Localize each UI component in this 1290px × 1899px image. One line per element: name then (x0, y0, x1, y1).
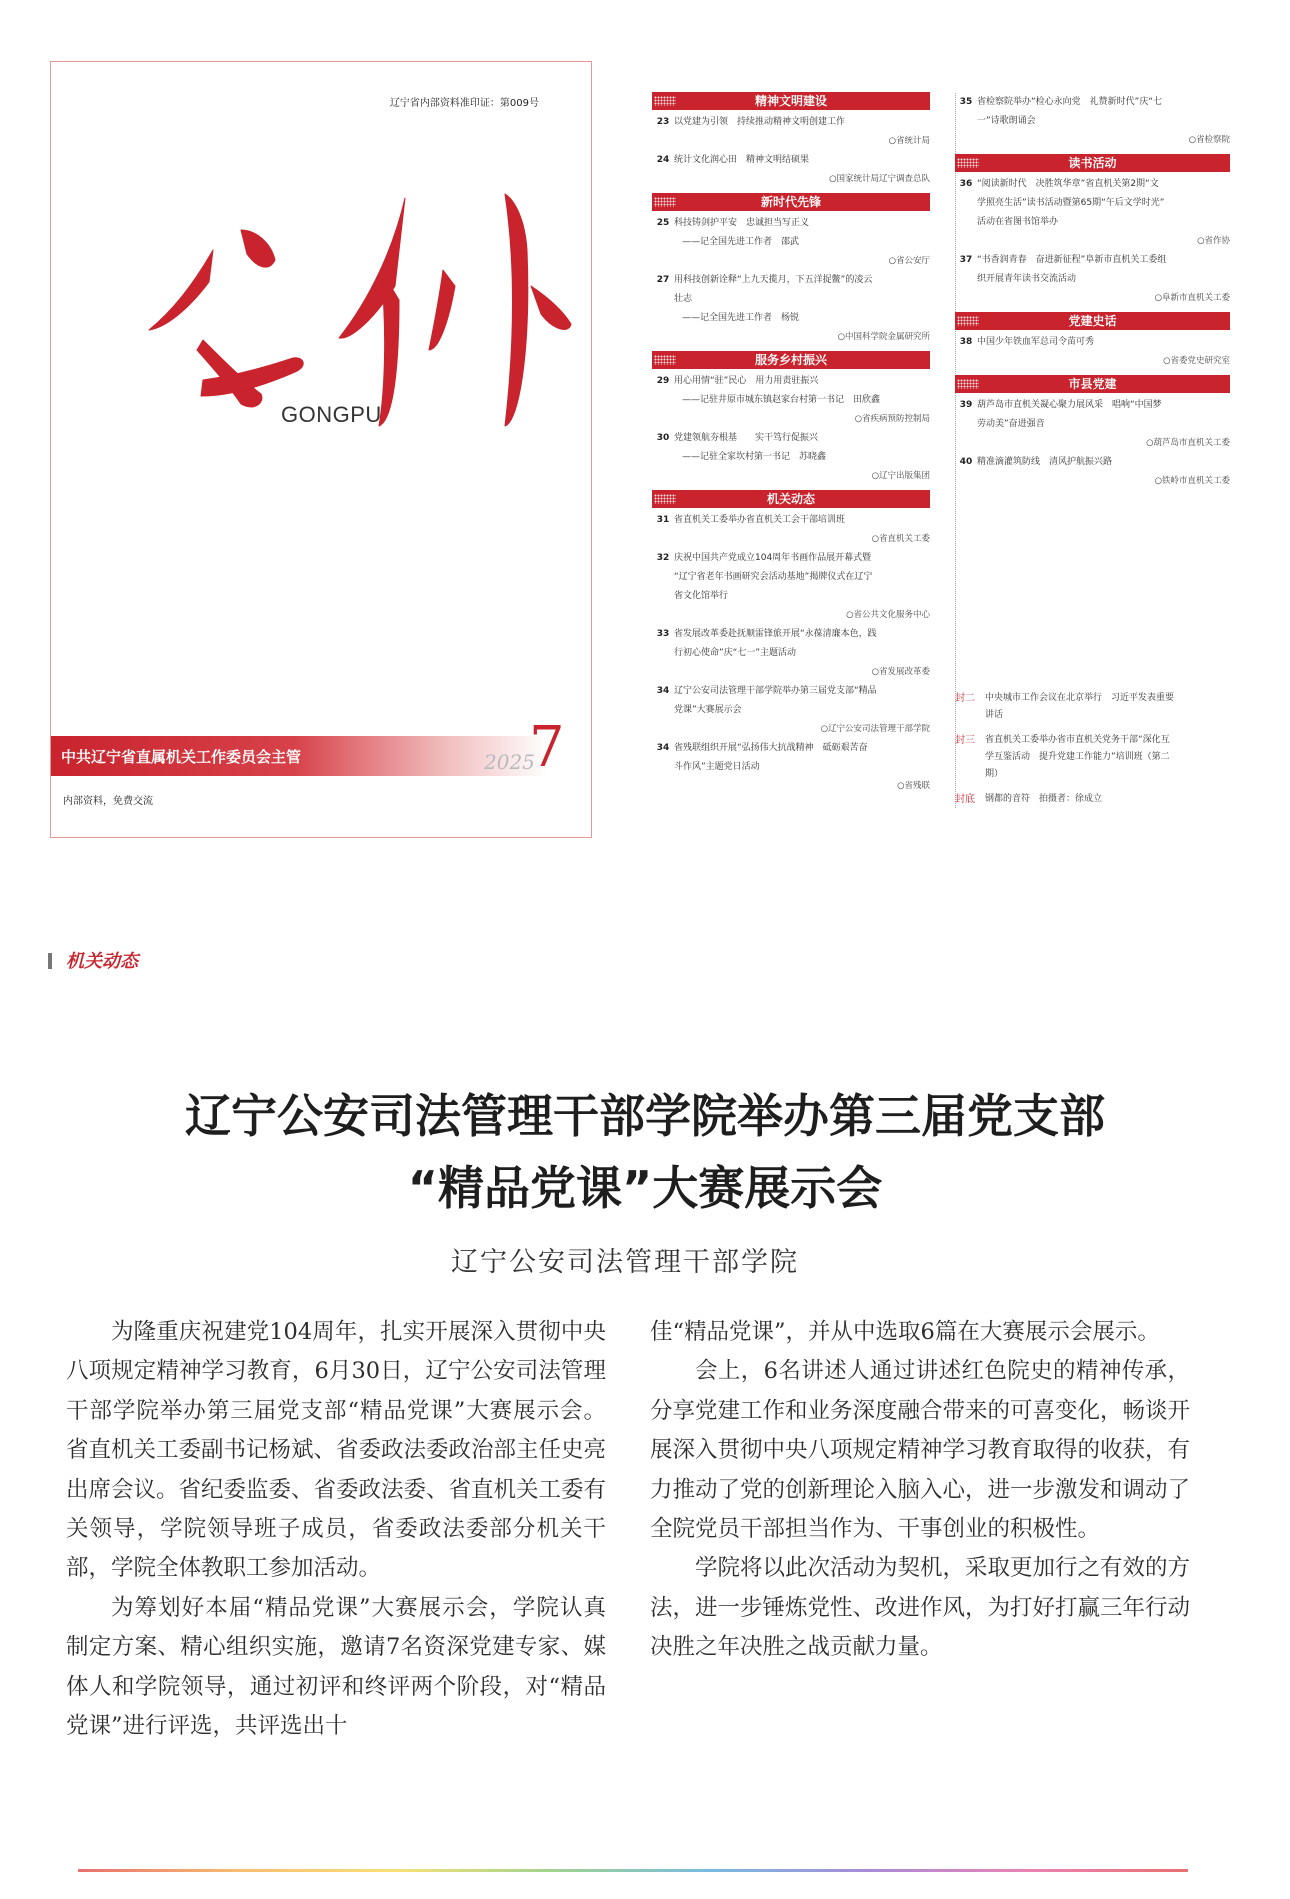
toc-page-number: 30 (656, 433, 670, 443)
toc-entry-source: ○省委党史研究室 (1163, 356, 1230, 366)
toc-entry-source: ○省直机关工委 (871, 534, 930, 544)
toc-section-title: 新时代先锋 (760, 195, 821, 209)
article-column-left (66, 1313, 606, 1746)
toc-page-number: 32 (656, 553, 670, 563)
dot-pattern (654, 494, 676, 504)
cover-note (955, 791, 1230, 808)
toc-entry[interactable] (955, 453, 1230, 491)
toc-column-right (955, 93, 1230, 491)
toc-page-number: 23 (656, 117, 670, 127)
toc-entry-line: “辽宁省老年书画研究会活动基地”揭牌仪式在辽宁 (674, 572, 873, 582)
paragraph-continuation: 佳“精品党课”，并从中选取6篇在大赛展示会展示。 (650, 1319, 1160, 1345)
toc-entry-line: “阅读新时代 决胜筑华章”省直机关第2期“文 (977, 179, 1159, 189)
toc-entry-source: ○省统计局 (888, 136, 930, 146)
toc-entry-source: ○阜新市直机关工委 (1154, 293, 1230, 303)
toc-entry-source: ○国家统计局辽宁调查总队 (829, 174, 930, 184)
toc-entry-line: 省发展改革委赴抚顺雷锋旅开展“永葆清廉本色，践 (674, 629, 877, 639)
toc-section-title: 服务乡村振兴 (754, 353, 827, 367)
toc-entry-line: 科技铸剑护平安 忠诚担当写正义 (674, 218, 810, 228)
cover-note (955, 732, 1230, 783)
decorative-rule (78, 1869, 1188, 1872)
toc-entry-line: ——记驻井原市城东镇赵家台村第一书记 田欣鑫 (682, 395, 881, 405)
dot-pattern (957, 316, 979, 326)
toc-entry-source: ○铁岭市直机关工委 (1154, 476, 1230, 486)
toc-entry-body (674, 271, 930, 347)
toc-page-number: 37 (959, 255, 973, 265)
toc-entry[interactable] (955, 333, 1230, 371)
section-tag (48, 947, 138, 973)
toc-page-number: 35 (959, 97, 973, 107)
toc-page-number: 36 (959, 179, 973, 189)
toc-entry-line: 壮志 (674, 294, 693, 304)
cover-note-line: 钢都的音符 拍摄者：徐成立 (985, 794, 1103, 804)
toc-entry-line: ——记全国先进工作者 邵武 (682, 237, 800, 247)
toc-entry[interactable] (652, 151, 930, 189)
toc-entry-body (977, 333, 1230, 371)
toc-entry[interactable] (955, 175, 1230, 251)
article-byline: 辽宁公安司法管理干部学院 (451, 1247, 799, 1278)
toc-entry[interactable] (652, 625, 930, 682)
toc-entry-body (674, 214, 930, 271)
dot-pattern (654, 197, 676, 207)
toc-entry[interactable] (955, 251, 1230, 308)
toc-section-heading (652, 351, 930, 369)
toc-entry-body (977, 453, 1230, 491)
cover-note (955, 690, 1230, 724)
toc-entry-line: 党课”大赛展示会 (674, 705, 742, 715)
article-column-right (650, 1313, 1190, 1668)
toc-section-heading (955, 375, 1230, 393)
toc-entry-body (674, 549, 930, 625)
toc-entry-source: ○省公共文化服务中心 (846, 610, 930, 620)
toc-entry-line: 行初心使命”庆“七一”主题活动 (674, 648, 796, 658)
toc-page-number: 34 (656, 743, 670, 753)
issue-number: 7 (529, 715, 565, 780)
toc-entry[interactable] (652, 429, 930, 486)
toc-entry-source: ○省公安厅 (888, 256, 930, 266)
toc-entry[interactable] (955, 93, 1230, 150)
toc-entry-line: 省文化馆举行 (674, 591, 729, 601)
paragraph: 为筹划好本届“精品党课”大赛展示会，学院认真制定方案、精心组织实施，邀请7名资深党建专家、媒体人和学院领导，通过初评和终评两个阶段，对“精品党课”进行评选，共评选出十 (66, 1594, 606, 1740)
toc-entry-body (977, 93, 1230, 150)
toc-page-number: 38 (959, 337, 973, 347)
toc-page-number: 31 (656, 515, 670, 525)
toc-entry-body (674, 682, 930, 739)
toc-entry-line: 统计文化润心田 精神文明结硕果 (674, 155, 810, 165)
toc-entry-line: 省残联组织开展“弘扬伟大抗战精神 砥砺艰苦奋 (674, 743, 868, 753)
toc-entry-source: ○省作协 (1197, 236, 1230, 246)
circulation-note: 内部资料，免费交流 (63, 796, 153, 807)
cover-note-body (985, 791, 1102, 808)
toc-page-number: 39 (959, 400, 973, 410)
toc-entry-line: 斗作风”主题党日活动 (674, 762, 760, 772)
toc-section-heading (652, 193, 930, 211)
toc-section-heading (652, 92, 930, 110)
toc-entry-source: ○省检察院 (1188, 135, 1230, 145)
toc-entry-line: 织开展青年读书交流活动 (977, 274, 1077, 284)
cover-note-line: 学互鉴活动 提升党建工作能力”培训班（第二 (985, 752, 1170, 762)
toc-section-title: 机关动态 (766, 492, 815, 506)
toc-entry-line: 庆祝中国共产党成立104周年书画作品展开幕式暨 (674, 553, 872, 563)
toc-entry-body (674, 739, 930, 796)
toc-entry-body (674, 113, 930, 151)
toc-entry-source: ○中国科学院金属研究所 (837, 332, 930, 342)
toc-entry-source: ○省疾病预防控制局 (854, 414, 930, 424)
paragraph: 会上，6名讲述人通过讲述红色院史的精神传承，分享党建工作和业务深度融合带来的可喜变化，畅谈开展深入贯彻中央八项规定精神学习教育取得的收获，有力推动了党的创新理论入脑入心，进一步激发和调动了全院党员干部担当作为、干事创业的积极性。 (650, 1358, 1191, 1543)
toc-entry-line: 省检察院举办“检心永向党 礼赞新时代”庆“七 (977, 97, 1162, 107)
section-tag-label: 机关动态 (66, 951, 138, 972)
toc-entry[interactable] (652, 739, 930, 796)
toc-entry-line: 学照亮生活”读书活动暨第65期“午后文学时光” (977, 198, 1165, 208)
toc-entry-source: ○辽宁出版集团 (871, 471, 930, 481)
toc-entry-source: ○辽宁公安司法管理干部学院 (820, 724, 930, 734)
toc-entry[interactable] (652, 511, 930, 549)
toc-entry-line: “书香润青春 奋进新征程”阜新市直机关工委组 (977, 255, 1167, 265)
toc-entry-line: 葫芦岛市直机关凝心聚力展风采 唱响“中国梦 (977, 400, 1162, 410)
toc-entry-body (977, 396, 1230, 453)
toc-column-left (652, 88, 930, 796)
toc-entry-line: 劳动美”奋进强音 (977, 419, 1045, 429)
toc-entry-line: ——记驻全家坎村第一书记 苏晓鑫 (682, 452, 827, 462)
toc-section-title: 精神文明建设 (754, 94, 827, 108)
article-headline (40, 1080, 1250, 1224)
toc-entry[interactable] (652, 372, 930, 429)
toc-entry[interactable] (652, 682, 930, 739)
issue-year: 2025 (484, 750, 535, 774)
toc-page-number: 40 (959, 457, 973, 467)
toc-entry-line: 中国少年铁血军总司令苗可秀 (977, 337, 1095, 347)
toc-section-title: 党建史话 (1068, 314, 1117, 328)
paragraph: 学院将以此次活动为契机，采取更加行之有效的方法，进一步锤炼党性、改进作风，为打好打赢三年行动决胜之年决胜之战贡献力量。 (650, 1555, 1191, 1661)
toc-entry-line: 精准滴灌筑防线 清风护航振兴路 (977, 457, 1113, 467)
dot-pattern (957, 379, 979, 389)
toc-page-number: 27 (656, 275, 670, 285)
cover-note-line: 期） (985, 769, 1004, 779)
toc-entry-line: 用科技创新诠释“上九天揽月，下五洋捉鳖”的凌云 (674, 275, 873, 285)
toc-section-heading (955, 312, 1230, 330)
toc-page-number: 24 (656, 155, 670, 165)
toc-entry-line: 活动在省图书馆举办 (977, 217, 1059, 227)
toc-page-number: 29 (656, 376, 670, 386)
toc-page-number: 34 (656, 686, 670, 696)
toc-entry-source: ○葫芦岛市直机关工委 (1146, 438, 1230, 448)
cover-note-label: 封二 (955, 693, 975, 704)
toc-entry-line: 党建领航夯根基 实干笃行促振兴 (674, 433, 819, 443)
cover-note-body (985, 690, 1174, 724)
cover-notes (955, 690, 1230, 816)
toc-section-heading (955, 154, 1230, 172)
headline-line-2: “精品党课”大赛展示会 (407, 1161, 883, 1215)
toc-entry[interactable] (652, 113, 930, 151)
paragraph: 为隆重庆祝建党104周年，扎实开展深入贯彻中央八项规定精神学习教育，6月30日，辽宁公安司法管理干部学院举办第三届党支部“精品党课”大赛展示会。省直机关工委副书记杨斌、省委政法委政治部主任史亮出席会议。省纪委监委、省委政法委、省直机关工委有关领导，学院领导班子成员，省委政法委部分机关干部，学院全体教职工参加活动。 (66, 1319, 607, 1582)
toc-entry-body (674, 511, 930, 549)
cover-note-line: 省直机关工委举办省市直机关党务干部“深化互 (985, 735, 1170, 745)
toc-page-number: 33 (656, 629, 670, 639)
toc-section-title: 市县党建 (1068, 377, 1117, 391)
toc-entry-source: ○省发展改革委 (871, 667, 930, 677)
toc-entry-line: 省直机关工委举办省直机关工会干部培训班 (674, 515, 846, 525)
toc-page-number: 25 (656, 218, 670, 228)
toc-entry[interactable] (652, 549, 930, 625)
toc-entry-body (977, 251, 1230, 308)
headline-line-1: 辽宁公安司法管理干部学院举办第三届党支部 (185, 1089, 1105, 1143)
toc-entry[interactable] (652, 214, 930, 271)
cover-note-body (985, 732, 1170, 783)
toc-entry-body (674, 429, 930, 486)
toc-entry-body (674, 372, 930, 429)
toc-entry-source: ○省残联 (897, 781, 930, 791)
dot-pattern (654, 96, 676, 106)
section-tag-bar (48, 953, 52, 969)
toc-entry-line: 用心用情“驻”民心 用力用责驻振兴 (674, 376, 819, 386)
cover-note-label: 封底 (955, 794, 975, 805)
magazine-cover (50, 61, 592, 838)
dot-pattern (654, 355, 676, 365)
calligraphy-title-logo (143, 190, 583, 430)
toc-entry-line: 以党建为引领 持续推动精神文明创建工作 (674, 117, 846, 127)
dot-pattern (957, 158, 979, 168)
toc-entry-body (674, 151, 930, 189)
publication-permit: 辽宁省内部资料准印证：第009号 (389, 98, 539, 109)
toc-section-heading (652, 490, 930, 508)
cover-note-line: 中央城市工作会议在北京举行 习近平发表重要 (985, 693, 1175, 703)
toc-section-title: 读书活动 (1068, 156, 1117, 170)
toc-entry[interactable] (955, 396, 1230, 453)
toc-entry[interactable] (652, 271, 930, 347)
toc-entry-line: 辽宁公安司法管理干部学院举办第三届党支部“精品 (674, 686, 877, 696)
sponsor-text: 中共辽宁省直属机关工作委员会主管 (61, 748, 302, 766)
pinyin-title: GONGPU (281, 402, 382, 427)
toc-entry-line: 一”诗歌朗诵会 (977, 116, 1036, 126)
cover-note-label: 封三 (955, 735, 975, 746)
toc-entry-body (977, 175, 1230, 251)
toc-entry-body (674, 625, 930, 682)
cover-note-line: 讲话 (985, 710, 1004, 720)
toc-entry-line: ——记全国先进工作者 杨锐 (682, 313, 800, 323)
